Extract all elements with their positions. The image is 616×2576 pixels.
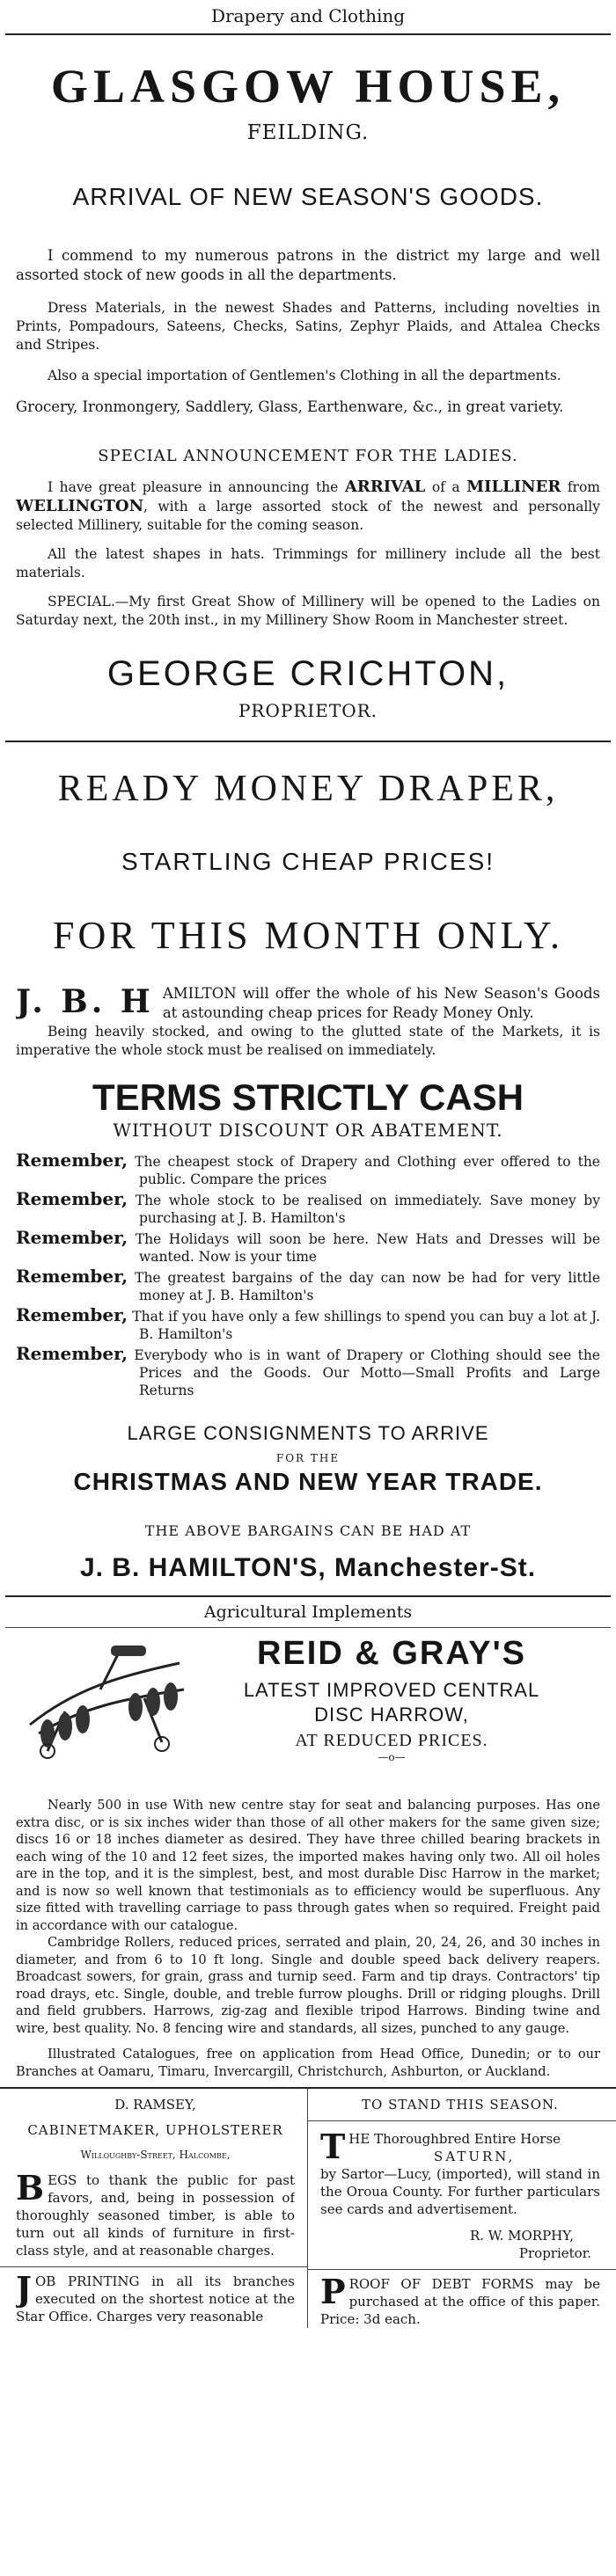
store-town: FEILDING. — [246, 121, 370, 144]
emphasis: WELLINGTON — [16, 497, 144, 515]
printing-ad — [16, 2273, 295, 2325]
remember-label: Remember, — [16, 1227, 128, 1248]
glasgow-house-ad — [0, 58, 616, 721]
drop-cap: B — [16, 2171, 45, 2207]
saturn-body — [320, 2130, 600, 2218]
ramsey-body — [16, 2171, 295, 2259]
list-item — [16, 1229, 600, 1266]
text: I have great pleasure in announcing the — [48, 479, 345, 495]
list-item — [16, 1267, 600, 1304]
paragraph: Grocery, Ironmongery, Saddlery, Glass, Earthenware, &c., in great variety. — [16, 398, 564, 415]
paragraph: I commend to my numerous patrons in the district my large and well assorted stock of new goods in all the departments. — [16, 247, 600, 283]
paragraph: Being heavily stocked, and owing to the glutted state of the Markets, it is imperative the whole stock must be realised on immediately. — [16, 1024, 600, 1058]
list-item — [16, 1190, 600, 1227]
text: The whole stock to be realised on immediately. Save money by purchasing at J. B. Hamilton's — [135, 1193, 600, 1226]
remember-label: Remember, — [16, 1266, 128, 1287]
emphasis: MILLINER — [466, 478, 561, 496]
paragraph: All the latest shapes in hats. Trimmings for millinery include all the best materials. — [16, 546, 600, 580]
paragraph: HE Thoroughbred Entire Horse — [348, 2131, 561, 2147]
remember-label: Remember, — [16, 1304, 128, 1325]
paragraph: Nearly 500 in use With new centre stay for seat and balancing purposes. Has one extra disc, or is six inches wider than those of all other makers for the same given size; discs 16 or 18 inches diameter as desired. They have three chilled bearing brackets in each wing of the 10 and 12 feet sizes, the imported makes having only two. All oil holes are in the top, and it is the simplest, best, and most durable Disc Harrow in the market; and is now so well known that testimonials as to efficiency would be superfluous. Any size fitted with travelling carriage to pass through gates when so required. Freight paid in accordance with our catalogue. — [16, 1798, 600, 1933]
list-item — [16, 1345, 600, 1399]
divider — [308, 2120, 616, 2121]
section-header-agricultural: Agricultural Implements — [203, 1602, 413, 1622]
paragraph — [16, 478, 600, 535]
store-name: GLASGOW HOUSE, — [50, 60, 566, 113]
text: The Holidays will soon be here. New Hats and Dresses will be wanted. Now is your time — [135, 1231, 600, 1265]
text: of a — [425, 479, 467, 495]
emphasis: ARRIVAL — [344, 478, 426, 496]
divider — [308, 2269, 616, 2270]
remember-label: Remember, — [16, 1149, 128, 1171]
bargains-line: THE ABOVE BARGAINS CAN BE HAD AT — [144, 1522, 472, 1539]
debt-forms-ad — [320, 2275, 600, 2328]
intro-block — [16, 984, 600, 1023]
horse-name: SATURN, — [434, 2149, 516, 2164]
ornament: —o— — [378, 1751, 406, 1763]
paragraph: EGS to thank the public for past favors, and, being in possession of thoroughly seasoned timber, is able to turn out all kinds of furniture in first-class style, and at reasonable charges. — [16, 2172, 295, 2259]
drop-cap: P — [320, 2275, 346, 2311]
product-line: LATEST IMPROVED CENTRAL — [243, 1679, 540, 1701]
reid-gray-top — [0, 1628, 616, 1832]
text: The cheapest stock of Drapery and Clothing ever offered to the public. Compare the prices — [135, 1154, 600, 1187]
price-note: AT REDUCED PRICES. — [295, 1731, 488, 1750]
ramsey-location: Willoughby-Street, Halcombe, — [80, 2149, 231, 2161]
christmas-heading: CHRISTMAS AND NEW YEAR TRADE. — [73, 1468, 543, 1495]
proprietor-name: GEORGE CRICHTON, — [106, 654, 510, 693]
right-column — [308, 2089, 616, 2328]
paragraph: Dress Materials, in the newest Shades and Patterns, including novelties in Prints, Pompadours, Sateens, Checks, Satins, Zephyr Plaids, and Attalea Checks and Stripes. — [16, 300, 600, 353]
drop-cap: T — [320, 2130, 346, 2166]
paragraph: Also a special importation of Gentlemen's Clothing in all the departments. — [48, 368, 561, 383]
paragraph: ROOF OF DEBT FORMS may be purchased at the office of this paper. Price: 3d each. — [320, 2276, 600, 2327]
remember-label: Remember, — [16, 1188, 128, 1209]
list-item — [16, 1306, 600, 1343]
disc-harrow-illustration — [12, 1628, 194, 1760]
text: That if you have only a few shillings to spend you can buy a lot at J. B. Hamilton's — [132, 1309, 600, 1342]
hamilton-ad — [0, 767, 616, 1583]
paragraph: Cambridge Rollers, reduced prices, serrated and plain, 20, 24, 26, and 30 inches in diameter, and from 6 to 10 ft long. Single and double speed back delivery reapers. Broadcast sowers, for grain, grass and turnip seed. Farm and tip drays. Contractors' tip road drays, etc. Single, double, and treble furrow ploughs. Drill or ridging ploughs. Drill and field grubbers. Harrows, zig-zag and flexible tripod Harrows. Binding twine and wire, best quality. No. 8 fencing wire and standards, all sizes, punched to any gauge. — [16, 1935, 600, 2036]
ad-subtitle: STARTLING CHEAP PRICES! — [121, 848, 495, 875]
store-address: J. B. HAMILTON'S, Manchester-St. — [79, 1553, 537, 1582]
paragraph: AMILTON will offer the whole of his New Season's Goods at astounding cheap prices for Ready Money Only. — [162, 985, 600, 1021]
list-item — [16, 1151, 600, 1188]
company-name: REID & GRAY'S — [256, 1635, 527, 1672]
terms-subtitle: WITHOUT DISCOUNT OR ABATEMENT. — [113, 1120, 503, 1141]
left-column — [0, 2089, 308, 2328]
paragraph: OB PRINTING in all its branches executed on the shortest notice at the Star Office. Charges very reasonable — [16, 2273, 295, 2324]
terms-banner: TERMS STRICTLY CASH — [92, 1076, 524, 1118]
remember-label: Remember, — [16, 1343, 128, 1364]
paragraph: by Sartor—Lucy, (imported), will stand in the Oroua County. For further particulars see cards and advertisement. — [320, 2166, 600, 2217]
month-banner: FOR THIS MONTH ONLY. — [52, 914, 564, 957]
text: Everybody who is in want of Drapery or Clothing should see the Prices and the Goods. Our Motto—Small Profits and Large Returns — [134, 1347, 600, 1398]
paragraph: SPECIAL.—My first Great Show of Millinery will be opened to the Ladies on Saturday next, the 20th inst., in my Millinery Show Room in Manchester street. — [16, 594, 600, 628]
section-header-drapery: Drapery and Clothing — [210, 5, 406, 26]
reid-gray-ad — [0, 1628, 616, 2080]
reid-gray-heading — [185, 1635, 598, 1763]
product-line: DISC HARROW, — [314, 1704, 469, 1726]
for-the: FOR THE — [275, 1452, 341, 1464]
proprietor-title: PROPRIETOR. — [238, 700, 378, 721]
text: The greatest bargains of the day can now be had for very little money at J. B. Hamilton's — [135, 1270, 600, 1303]
reid-gray-body — [0, 1797, 616, 2080]
ad-headline: ARRIVAL OF NEW SEASON'S GOODS. — [72, 183, 544, 210]
divider — [5, 33, 611, 35]
ramsey-name: D. RAMSEY, — [114, 2097, 196, 2113]
ad-title: READY MONEY DRAPER, — [57, 769, 559, 809]
remember-list — [16, 1151, 600, 1399]
bottom-columns — [0, 2087, 616, 2328]
divider — [0, 2266, 307, 2267]
paragraph: Illustrated Catalogues, free on application from Head Office, Dunedin; or to our Branches at Oamaru, Timaru, Invercargill, Christchurch, Ashburton, or Auckland. — [16, 2047, 600, 2079]
divider — [5, 741, 611, 742]
text: , with a large assorted stock of the newest and personally selected Millinery, suitable for the coming season. — [16, 499, 600, 533]
text: from — [561, 479, 600, 495]
owner-name: R. W. MORPHY, — [469, 2228, 574, 2244]
special-heading: SPECIAL ANNOUNCEMENT FOR THE LADIES. — [98, 447, 518, 465]
consignments-heading: LARGE CONSIGNMENTS TO ARRIVE — [127, 1422, 489, 1444]
saturn-heading: TO STAND THIS SEASON. — [362, 2097, 559, 2113]
drop-cap: J — [16, 2273, 32, 2309]
owner-title: Proprietor. — [518, 2245, 591, 2261]
initials: J. B. H — [16, 984, 154, 1020]
ramsey-trade: CABINETMAKER, UPHOLSTERER — [27, 2122, 283, 2138]
